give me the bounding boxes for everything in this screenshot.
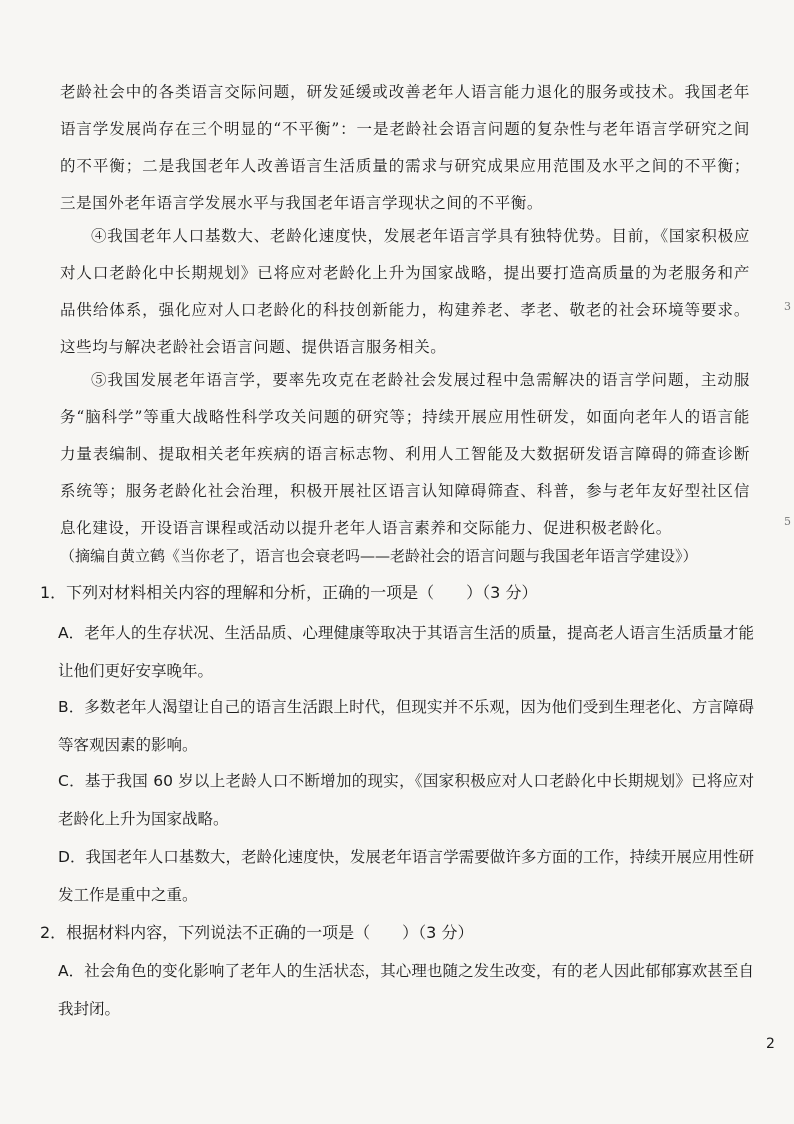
question-1-option-b: B．多数老年人渴望让自己的语言生活跟上时代，但现实并不乐观，因为他们受到生理老化、方言障碍等客观因素的影响。 — [58, 698, 754, 754]
question-1-title: 1．下列对材料相关内容的理解和分析，正确的一项是（ ）（3 分） — [40, 583, 538, 602]
source-citation: （摘编自黄立鹤《当你老了，语言也会衰老吗——老龄社会的语言问题与我国老年语言学建设》） — [60, 547, 698, 565]
page-number: 2 — [766, 1036, 775, 1052]
edge-mark-lower: 5 — [784, 515, 791, 528]
question-2-option-a: A．社会角色的变化影响了老年人的生活状态，其心理也随之发生改变，有的老人因此郁郁寡欢甚至自我封闭。 — [58, 962, 754, 1018]
paragraph-intro: 老龄社会中的各类语言交际问题，研发延缓或改善老年人语言能力退化的服务或技术。我国老年语言学发展尚存在三个明显的“不平衡”：一是老龄社会语言问题的复杂性与老年语言学研究之间的不平衡；二是我国老年人改善语言生活质量的需求与研究成果应用范围及水平之间的不平衡；三是国外老年语言学发展水平与我国老年语言学现状之间的不平衡。 — [60, 83, 750, 212]
question-2-title: 2．根据材料内容，下列说法不正确的一项是（ ）（3 分） — [40, 923, 474, 942]
question-1-option-d: D．我国老年人口基数大，老龄化速度快，发展老年语言学需要做许多方面的工作，持续开展应用性研发工作是重中之重。 — [58, 848, 754, 904]
question-1-option-a: A．老年人的生存状况、生活品质、心理健康等取决于其语言生活的质量，提高老人语言生活质量才能让他们更好安享晚年。 — [58, 624, 754, 680]
paragraph-4: ④我国老年人口基数大、老龄化速度快，发展老年语言学具有独特优势。目前，《国家积极应对人口老龄化中长期规划》已将应对老龄化上升为国家战略，提出要打造高质量的为老服务和产品供给体系，强化应对人口老龄化的科技创新能力，构建养老、孝老、敬老的社会环境等要求。这些均与解决老龄社会语言问题、提供语言服务相关。 — [60, 227, 750, 356]
paragraph-5: ⑤我国发展老年语言学，要率先攻克在老龄社会发展过程中急需解决的语言学问题，主动服务“脑科学”等重大战略性科学攻关问题的研究等；持续开展应用性研发，如面向老年人的语言能力量表编制、提取相关老年疾病的语言标志物、利用人工智能及大数据研发语言障碍的筛查诊断系统等；服务老龄化社会治理，积极开展社区语言认知障碍筛查、科普，参与老年友好型社区信息化建设，开设语言课程或活动以提升老年人语言素养和交际能力、促进积极老龄化。 — [60, 371, 750, 537]
edge-mark-upper: 3 — [784, 300, 791, 313]
question-1-option-c: C．基于我国 60 岁以上老龄人口不断增加的现实，《国家积极应对人口老龄化中长期规划》已将应对老龄化上升为国家战略。 — [58, 772, 754, 828]
